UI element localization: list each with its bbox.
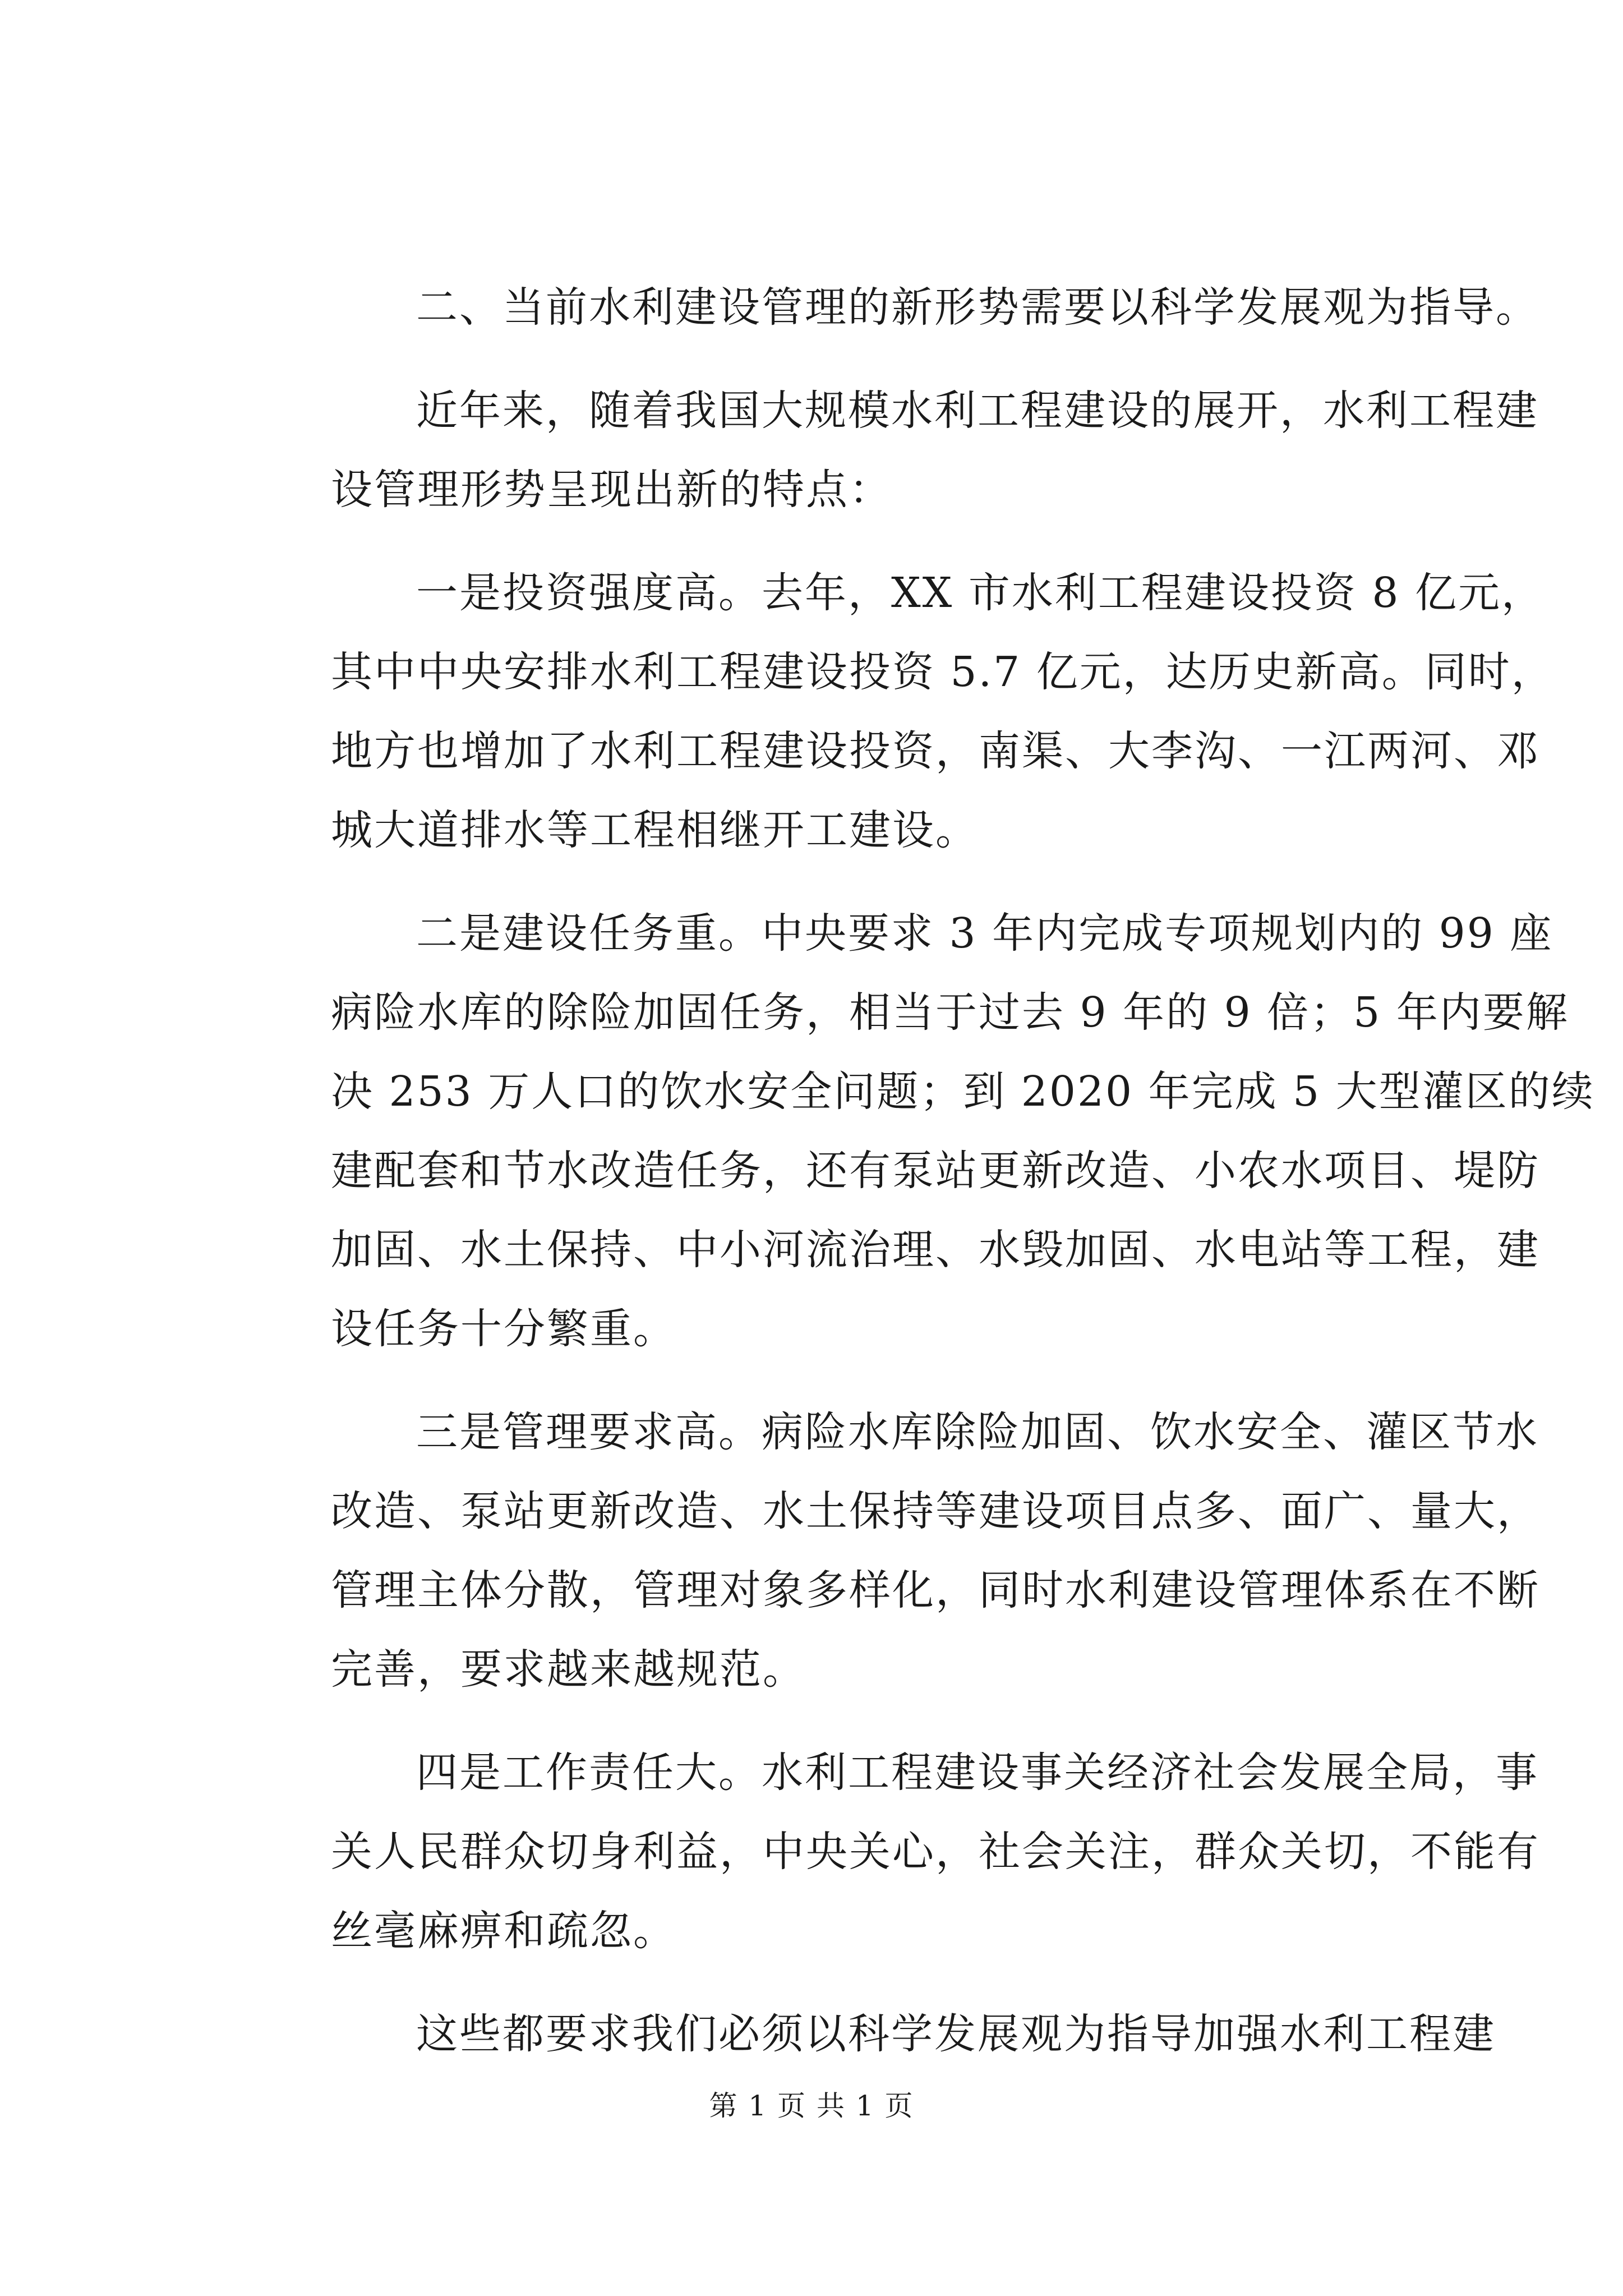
text-line: 丝毫麻痹和疏忽。 [331,1907,676,1955]
body-paragraph [246,371,1539,530]
text-line: 改造、泵站更新改造、水土保持等建设项目点多、面广、量大， [331,1487,1540,1535]
text-line: 二是建设任务重。中央要求 3 年内完成专项规划内的 99 座 [416,909,1553,958]
section-heading-paragraph [246,268,1539,347]
body-paragraph [246,1733,1540,1971]
text-line: 四是工作责任大。水利工程建设事关经济社会发展全局，事 [416,1749,1539,1797]
page-number-footer: 第 1 页 共 1 页 [709,2090,914,2122]
text-line: 其中中央安排水利工程建设投资 5.7 亿元，达历史新高。同时， [331,648,1555,696]
body-paragraph [246,1995,1496,2074]
text-line: 这些都要求我们必须以科学发展观为指导加强水利工程建 [416,2010,1496,2058]
text-line: 城大道排水等工程相继开工建设。 [331,806,979,854]
text-line: 决 253 万人口的饮水安全问题；到 2020 年完成 5 大型灌区的续 [331,1068,1595,1116]
text-line: 近年来，随着我国大规模水利工程建设的展开，水利工程建 [416,386,1539,435]
body-paragraph [246,1393,1540,1709]
text-line: 建配套和节水改造任务，还有泵站更新改造、小农水项目、堤防 [331,1147,1540,1195]
text-line: 关人民群众切身利益，中央关心，社会关注，群众关切，不能有 [331,1828,1540,1876]
text-line: 加固、水土保持、中小河流治理、水毁加固、水电站等工程，建 [331,1226,1540,1274]
body-paragraph [246,894,1595,1369]
text-line: 病险水库的除险加固任务，相当于过去 9 年的 9 倍；5 年内要解 [331,988,1569,1037]
text-line: 三是管理要求高。病险水库除险加固、饮水安全、灌区节水 [416,1408,1539,1456]
text-line: 一是投资强度高。去年，XX 市水利工程建设投资 8 亿元， [416,569,1545,617]
text-line: 地方也增加了水利工程建设投资，南渠、大李沟、一江两河、邓 [331,727,1540,775]
text-line: 设任务十分繁重。 [331,1305,676,1353]
body-paragraph [246,554,1555,870]
text-line: 管理主体分散，管理对象多样化，同时水利建设管理体系在不断 [331,1566,1540,1614]
document-body [246,268,1595,2074]
text-line: 设管理形势呈现出新的特点： [331,466,892,514]
text-line: 二、当前水利建设管理的新形势需要以科学发展观为指导。 [416,283,1539,332]
text-line: 完善，要求越来越规范。 [331,1645,806,1694]
